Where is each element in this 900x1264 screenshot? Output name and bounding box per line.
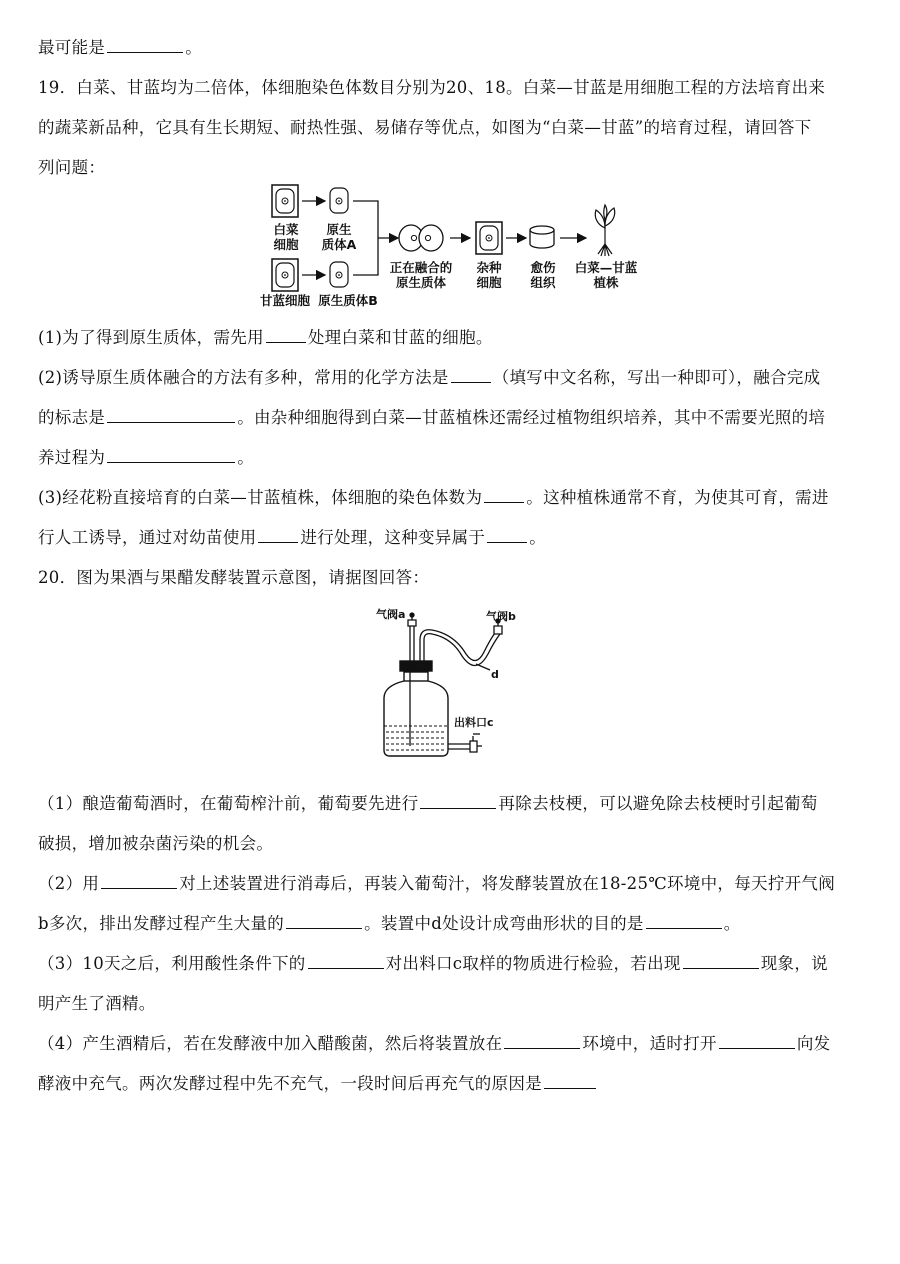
label-fusing-protoplasts: 正在融合的 原生质体 — [389, 260, 453, 290]
answer-blank[interactable] — [420, 794, 496, 809]
q20-part-4-line-2: 酵液中充气。两次发酵过程中先不充气，一段时间后再充气的原因是 — [38, 1070, 598, 1094]
answer-blank[interactable] — [719, 1034, 795, 1049]
q19-part-3-line-1: (3)经花粉直接培育的白菜—甘蓝植株，体细胞的染色体数为 。这种植株通常不育，为使其可育，需进 — [38, 488, 829, 507]
label-hybrid-cell: 杂种 细胞 — [476, 260, 502, 290]
fermentation-device-diagram — [370, 606, 530, 764]
outlet-c — [448, 734, 482, 752]
protoplast-b-icon — [330, 262, 348, 287]
answer-blank[interactable] — [504, 1034, 580, 1049]
cabbage-hybrid-process-diagram — [259, 180, 680, 308]
answer-blank[interactable] — [646, 914, 722, 929]
label-outlet-c: 出料口c — [454, 716, 494, 729]
answer-blank[interactable] — [107, 38, 183, 53]
label-ganlan-cell: 甘蓝细胞 — [259, 293, 310, 308]
baicai-cell-icon — [272, 185, 298, 217]
fermentation-jar — [384, 661, 448, 756]
plantlet-icon — [595, 205, 614, 256]
fermentation-device-svg — [370, 606, 530, 764]
label-protoplast-b: 原生质体B — [318, 293, 378, 308]
label-hybrid-plant: 白菜—甘蓝 植株 — [574, 260, 638, 290]
q20-stem: 20．图为果酒与果醋发酵装置示意图，请据图回答： — [38, 568, 430, 587]
answer-blank[interactable] — [107, 408, 235, 423]
q19-part-2-line-1: (2)诱导原生质体融合的方法有多种，常用的化学方法是 （填写中文名称，写出一种即可），融合完成 — [38, 368, 821, 387]
q20-part-4-line-1: （4）产生酒精后，若在发酵液中加入醋酸菌，然后将装置放在 环境中，适时打开 向发 — [38, 1034, 831, 1053]
q20-part-3-line-2: 明产生了酒精。 — [38, 994, 156, 1013]
answer-blank[interactable] — [487, 528, 527, 543]
answer-blank[interactable] — [101, 874, 177, 889]
answer-blank[interactable] — [544, 1074, 596, 1089]
q20-part-2-line-2: b多次，排出发酵过程产生大量的 。装置中d处设计成弯曲形状的目的是 。 — [38, 914, 741, 933]
protoplast-a-icon — [330, 188, 348, 213]
q20-part-1-line-2: 破损，增加被杂菌污染的机会。 — [38, 834, 274, 853]
label-d: d — [491, 668, 499, 681]
q19-stem-line-1: 19．白菜、甘蓝均为二倍体，体细胞染色体数目分别为20、18。白菜—甘蓝是用细胞工程的方法培育出来 — [38, 78, 826, 97]
answer-blank[interactable] — [451, 368, 491, 383]
callus-icon — [530, 226, 554, 248]
label-valve-a: 气阀a — [376, 608, 406, 621]
answer-blank[interactable] — [308, 954, 384, 969]
top-line: 最可能是 。 — [38, 38, 203, 57]
answer-blank[interactable] — [683, 954, 759, 969]
label-valve-b: 气阀b — [486, 610, 516, 623]
q19-part-2-line-3: 养过程为 。 — [38, 448, 255, 467]
q19-part-3-line-2: 行人工诱导，通过对幼苗使用 进行处理，这种变异属于 。 — [38, 528, 547, 547]
label-baicai-cell: 白菜 细胞 — [273, 222, 299, 252]
answer-blank[interactable] — [107, 448, 235, 463]
answer-blank[interactable] — [266, 328, 306, 343]
q19-stem-line-3: 列问题： — [38, 158, 106, 177]
q20-part-1-line-1: （1）酿造葡萄酒时，在葡萄榨汁前，葡萄要先进行 再除去枝梗，可以避免除去枝梗时引起葡萄 — [38, 794, 818, 813]
label-protoplast-a: 原生 质体A — [321, 222, 357, 252]
answer-blank[interactable] — [258, 528, 298, 543]
ganlan-cell-icon — [272, 259, 298, 291]
q20-part-2-line-1: （2）用 对上述装置进行消毒后，再装入葡萄汁，将发酵装置放在18-25℃环境中，每天拧开气阀 — [38, 874, 836, 893]
q20-part-3-line-1: （3）10天之后，利用酸性条件下的 对出料口c取样的物质进行检验，若出现 现象，说 — [38, 954, 828, 973]
q19-part-1: (1)为了得到原生质体，需先用 处理白菜和甘蓝的细胞。 — [38, 328, 493, 347]
answer-blank[interactable] — [484, 488, 524, 503]
fusing-protoplasts-icon — [399, 225, 443, 251]
label-callus: 愈伤 组织 — [530, 260, 556, 290]
answer-blank[interactable] — [286, 914, 362, 929]
q19-part-2-line-2: 的标志是 。由杂种细胞得到白菜—甘蓝植株还需经过植物组织培养，其中不需要光照的培 — [38, 408, 826, 427]
fermentation-liquid — [384, 726, 448, 750]
hybrid-cell-icon — [476, 222, 502, 254]
q19-stem-line-2: 的蔬菜新品种，它具有生长期短、耐热性强、易储存等优点，如图为“白菜—甘蓝”的培育过程，请回答下 — [38, 118, 812, 137]
